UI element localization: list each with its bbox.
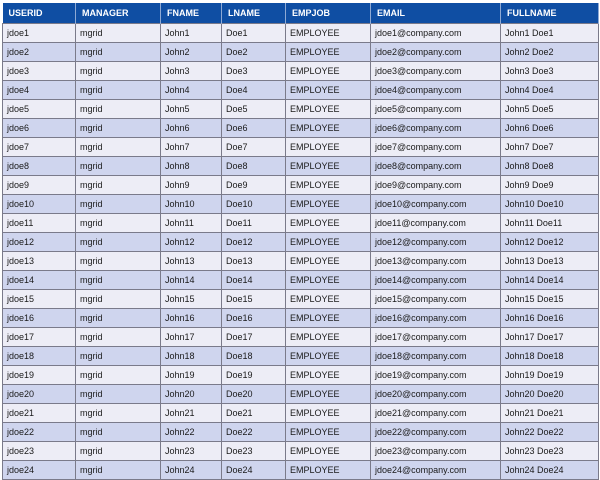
column-header-empjob[interactable]: EMPJOB bbox=[286, 3, 371, 24]
cell-manager[interactable]: mgrid bbox=[76, 24, 161, 43]
cell-empjob[interactable]: EMPLOYEE bbox=[286, 328, 371, 347]
cell-empjob[interactable]: EMPLOYEE bbox=[286, 290, 371, 309]
cell-manager[interactable]: mgrid bbox=[76, 176, 161, 195]
cell-fname[interactable]: John16 bbox=[161, 309, 222, 328]
cell-empjob[interactable]: EMPLOYEE bbox=[286, 43, 371, 62]
cell-userid[interactable]: jdoe16 bbox=[3, 309, 76, 328]
table-body bbox=[3, 24, 599, 480]
table-row[interactable] bbox=[3, 290, 599, 309]
cell-fname[interactable]: John18 bbox=[161, 347, 222, 366]
cell-fullname[interactable]: John11 Doe11 bbox=[501, 214, 599, 233]
cell-empjob[interactable]: EMPLOYEE bbox=[286, 119, 371, 138]
cell-email[interactable]: jdoe11@company.com bbox=[371, 214, 501, 233]
table-row[interactable] bbox=[3, 138, 599, 157]
cell-userid[interactable]: jdoe9 bbox=[3, 176, 76, 195]
cell-fullname[interactable]: John15 Doe15 bbox=[501, 290, 599, 309]
cell-email[interactable]: jdoe9@company.com bbox=[371, 176, 501, 195]
cell-empjob[interactable]: EMPLOYEE bbox=[286, 81, 371, 100]
cell-empjob[interactable]: EMPLOYEE bbox=[286, 138, 371, 157]
cell-userid[interactable]: jdoe3 bbox=[3, 62, 76, 81]
cell-fname[interactable]: John19 bbox=[161, 366, 222, 385]
cell-fullname[interactable]: John20 Doe20 bbox=[501, 385, 599, 404]
table-row[interactable] bbox=[3, 404, 599, 423]
cell-empjob[interactable]: EMPLOYEE bbox=[286, 461, 371, 480]
cell-fname[interactable]: John14 bbox=[161, 271, 222, 290]
cell-fullname[interactable]: John19 Doe19 bbox=[501, 366, 599, 385]
cell-lname[interactable]: Doe21 bbox=[222, 404, 286, 423]
cell-empjob[interactable]: EMPLOYEE bbox=[286, 309, 371, 328]
cell-userid[interactable]: jdoe2 bbox=[3, 43, 76, 62]
cell-lname[interactable]: Doe4 bbox=[222, 81, 286, 100]
table-row[interactable] bbox=[3, 24, 599, 43]
cell-empjob[interactable]: EMPLOYEE bbox=[286, 62, 371, 81]
cell-manager[interactable]: mgrid bbox=[76, 442, 161, 461]
cell-email[interactable]: jdoe21@company.com bbox=[371, 404, 501, 423]
table-row[interactable] bbox=[3, 62, 599, 81]
cell-empjob[interactable]: EMPLOYEE bbox=[286, 385, 371, 404]
cell-empjob[interactable]: EMPLOYEE bbox=[286, 252, 371, 271]
cell-fullname[interactable]: John14 Doe14 bbox=[501, 271, 599, 290]
table-row[interactable] bbox=[3, 252, 599, 271]
column-header-manager[interactable]: MANAGER bbox=[76, 3, 161, 24]
cell-lname[interactable]: Doe13 bbox=[222, 252, 286, 271]
cell-lname[interactable]: Doe18 bbox=[222, 347, 286, 366]
cell-email[interactable]: jdoe15@company.com bbox=[371, 290, 501, 309]
cell-fname[interactable]: John5 bbox=[161, 100, 222, 119]
cell-fullname[interactable]: John22 Doe22 bbox=[501, 423, 599, 442]
cell-empjob[interactable]: EMPLOYEE bbox=[286, 366, 371, 385]
cell-userid[interactable]: jdoe7 bbox=[3, 138, 76, 157]
table-row[interactable] bbox=[3, 442, 599, 461]
cell-fullname[interactable]: John13 Doe13 bbox=[501, 252, 599, 271]
cell-userid[interactable]: jdoe4 bbox=[3, 81, 76, 100]
cell-userid[interactable]: jdoe17 bbox=[3, 328, 76, 347]
cell-fullname[interactable]: John12 Doe12 bbox=[501, 233, 599, 252]
cell-fullname[interactable]: John7 Doe7 bbox=[501, 138, 599, 157]
cell-email[interactable]: jdoe12@company.com bbox=[371, 233, 501, 252]
cell-fname[interactable]: John7 bbox=[161, 138, 222, 157]
cell-fname[interactable]: John12 bbox=[161, 233, 222, 252]
cell-lname[interactable]: Doe17 bbox=[222, 328, 286, 347]
cell-lname[interactable]: Doe15 bbox=[222, 290, 286, 309]
table-row[interactable] bbox=[3, 233, 599, 252]
cell-userid[interactable]: jdoe24 bbox=[3, 461, 76, 480]
cell-email[interactable]: jdoe23@company.com bbox=[371, 442, 501, 461]
cell-lname[interactable]: Doe12 bbox=[222, 233, 286, 252]
cell-fullname[interactable]: John17 Doe17 bbox=[501, 328, 599, 347]
cell-lname[interactable]: Doe9 bbox=[222, 176, 286, 195]
cell-userid[interactable]: jdoe22 bbox=[3, 423, 76, 442]
table-row[interactable] bbox=[3, 195, 599, 214]
cell-empjob[interactable]: EMPLOYEE bbox=[286, 442, 371, 461]
cell-manager[interactable]: mgrid bbox=[76, 138, 161, 157]
cell-manager[interactable]: mgrid bbox=[76, 271, 161, 290]
column-header-lname[interactable]: LNAME bbox=[222, 3, 286, 24]
table-header bbox=[3, 3, 599, 24]
cell-fname[interactable]: John20 bbox=[161, 385, 222, 404]
cell-lname[interactable]: Doe14 bbox=[222, 271, 286, 290]
cell-userid[interactable]: jdoe23 bbox=[3, 442, 76, 461]
cell-email[interactable]: jdoe17@company.com bbox=[371, 328, 501, 347]
cell-email[interactable]: jdoe8@company.com bbox=[371, 157, 501, 176]
cell-email[interactable]: jdoe20@company.com bbox=[371, 385, 501, 404]
table-row[interactable] bbox=[3, 366, 599, 385]
cell-empjob[interactable]: EMPLOYEE bbox=[286, 271, 371, 290]
cell-manager[interactable]: mgrid bbox=[76, 328, 161, 347]
employee-table bbox=[2, 3, 599, 480]
cell-userid[interactable]: jdoe14 bbox=[3, 271, 76, 290]
table-row[interactable] bbox=[3, 309, 599, 328]
cell-manager[interactable]: mgrid bbox=[76, 214, 161, 233]
cell-email[interactable]: jdoe19@company.com bbox=[371, 366, 501, 385]
cell-lname[interactable]: Doe24 bbox=[222, 461, 286, 480]
cell-userid[interactable]: jdoe15 bbox=[3, 290, 76, 309]
cell-manager[interactable]: mgrid bbox=[76, 100, 161, 119]
cell-fullname[interactable]: John16 Doe16 bbox=[501, 309, 599, 328]
cell-email[interactable]: jdoe22@company.com bbox=[371, 423, 501, 442]
cell-userid[interactable]: jdoe5 bbox=[3, 100, 76, 119]
cell-fname[interactable]: John4 bbox=[161, 81, 222, 100]
cell-userid[interactable]: jdoe11 bbox=[3, 214, 76, 233]
header-row bbox=[3, 3, 599, 24]
cell-fullname[interactable]: John23 Doe23 bbox=[501, 442, 599, 461]
cell-userid[interactable]: jdoe12 bbox=[3, 233, 76, 252]
cell-empjob[interactable]: EMPLOYEE bbox=[286, 100, 371, 119]
cell-userid[interactable]: jdoe6 bbox=[3, 119, 76, 138]
cell-empjob[interactable]: EMPLOYEE bbox=[286, 24, 371, 43]
cell-fullname[interactable]: John3 Doe3 bbox=[501, 62, 599, 81]
cell-email[interactable]: jdoe1@company.com bbox=[371, 24, 501, 43]
cell-email[interactable]: jdoe10@company.com bbox=[371, 195, 501, 214]
column-header-fname[interactable]: FNAME bbox=[161, 3, 222, 24]
cell-empjob[interactable]: EMPLOYEE bbox=[286, 347, 371, 366]
cell-fname[interactable]: John15 bbox=[161, 290, 222, 309]
table-row[interactable] bbox=[3, 347, 599, 366]
table-row[interactable] bbox=[3, 461, 599, 480]
cell-email[interactable]: jdoe5@company.com bbox=[371, 100, 501, 119]
cell-lname[interactable]: Doe1 bbox=[222, 24, 286, 43]
cell-manager[interactable]: mgrid bbox=[76, 347, 161, 366]
cell-lname[interactable]: Doe22 bbox=[222, 423, 286, 442]
cell-lname[interactable]: Doe19 bbox=[222, 366, 286, 385]
cell-manager[interactable]: mgrid bbox=[76, 366, 161, 385]
table-row[interactable] bbox=[3, 157, 599, 176]
cell-fullname[interactable]: John1 Doe1 bbox=[501, 24, 599, 43]
cell-fname[interactable]: John13 bbox=[161, 252, 222, 271]
cell-fname[interactable]: John22 bbox=[161, 423, 222, 442]
cell-fullname[interactable]: John18 Doe18 bbox=[501, 347, 599, 366]
cell-email[interactable]: jdoe2@company.com bbox=[371, 43, 501, 62]
cell-fullname[interactable]: John5 Doe5 bbox=[501, 100, 599, 119]
table-row[interactable] bbox=[3, 423, 599, 442]
column-header-userid[interactable]: USERID bbox=[3, 3, 76, 24]
cell-manager[interactable]: mgrid bbox=[76, 252, 161, 271]
cell-fname[interactable]: John9 bbox=[161, 176, 222, 195]
cell-empjob[interactable]: EMPLOYEE bbox=[286, 214, 371, 233]
employee-table-container bbox=[2, 3, 598, 480]
cell-userid[interactable]: jdoe1 bbox=[3, 24, 76, 43]
cell-lname[interactable]: Doe2 bbox=[222, 43, 286, 62]
cell-fname[interactable]: John3 bbox=[161, 62, 222, 81]
cell-lname[interactable]: Doe10 bbox=[222, 195, 286, 214]
cell-userid[interactable]: jdoe20 bbox=[3, 385, 76, 404]
table-row[interactable] bbox=[3, 100, 599, 119]
cell-fname[interactable]: John10 bbox=[161, 195, 222, 214]
cell-userid[interactable]: jdoe18 bbox=[3, 347, 76, 366]
table-row[interactable] bbox=[3, 43, 599, 62]
cell-fname[interactable]: John23 bbox=[161, 442, 222, 461]
cell-manager[interactable]: mgrid bbox=[76, 309, 161, 328]
cell-empjob[interactable]: EMPLOYEE bbox=[286, 176, 371, 195]
cell-lname[interactable]: Doe5 bbox=[222, 100, 286, 119]
cell-fullname[interactable]: John6 Doe6 bbox=[501, 119, 599, 138]
cell-email[interactable]: jdoe4@company.com bbox=[371, 81, 501, 100]
cell-email[interactable]: jdoe13@company.com bbox=[371, 252, 501, 271]
cell-lname[interactable]: Doe7 bbox=[222, 138, 286, 157]
cell-manager[interactable]: mgrid bbox=[76, 290, 161, 309]
cell-userid[interactable]: jdoe8 bbox=[3, 157, 76, 176]
cell-fullname[interactable]: John2 Doe2 bbox=[501, 43, 599, 62]
cell-email[interactable]: jdoe16@company.com bbox=[371, 309, 501, 328]
cell-fname[interactable]: John2 bbox=[161, 43, 222, 62]
column-header-email[interactable]: EMAIL bbox=[371, 3, 501, 24]
table-row[interactable] bbox=[3, 81, 599, 100]
cell-fullname[interactable]: John21 Doe21 bbox=[501, 404, 599, 423]
table-row[interactable] bbox=[3, 271, 599, 290]
cell-lname[interactable]: Doe16 bbox=[222, 309, 286, 328]
cell-lname[interactable]: Doe20 bbox=[222, 385, 286, 404]
cell-fname[interactable]: John6 bbox=[161, 119, 222, 138]
cell-manager[interactable]: mgrid bbox=[76, 43, 161, 62]
column-header-fullname[interactable]: FULLNAME bbox=[501, 3, 599, 24]
cell-manager[interactable]: mgrid bbox=[76, 119, 161, 138]
cell-email[interactable]: jdoe24@company.com bbox=[371, 461, 501, 480]
cell-lname[interactable]: Doe11 bbox=[222, 214, 286, 233]
cell-manager[interactable]: mgrid bbox=[76, 385, 161, 404]
cell-manager[interactable]: mgrid bbox=[76, 461, 161, 480]
cell-lname[interactable]: Doe3 bbox=[222, 62, 286, 81]
table-row[interactable] bbox=[3, 119, 599, 138]
cell-userid[interactable]: jdoe21 bbox=[3, 404, 76, 423]
cell-fullname[interactable]: John24 Doe24 bbox=[501, 461, 599, 480]
cell-email[interactable]: jdoe14@company.com bbox=[371, 271, 501, 290]
cell-fname[interactable]: John24 bbox=[161, 461, 222, 480]
cell-fname[interactable]: John11 bbox=[161, 214, 222, 233]
cell-lname[interactable]: Doe23 bbox=[222, 442, 286, 461]
cell-empjob[interactable]: EMPLOYEE bbox=[286, 157, 371, 176]
table-row[interactable] bbox=[3, 176, 599, 195]
cell-userid[interactable]: jdoe19 bbox=[3, 366, 76, 385]
cell-email[interactable]: jdoe18@company.com bbox=[371, 347, 501, 366]
cell-fullname[interactable]: John4 Doe4 bbox=[501, 81, 599, 100]
cell-fullname[interactable]: John9 Doe9 bbox=[501, 176, 599, 195]
cell-manager[interactable]: mgrid bbox=[76, 81, 161, 100]
cell-email[interactable]: jdoe6@company.com bbox=[371, 119, 501, 138]
cell-manager[interactable]: mgrid bbox=[76, 195, 161, 214]
cell-fname[interactable]: John21 bbox=[161, 404, 222, 423]
cell-fullname[interactable]: John8 Doe8 bbox=[501, 157, 599, 176]
cell-lname[interactable]: Doe8 bbox=[222, 157, 286, 176]
cell-fullname[interactable]: John10 Doe10 bbox=[501, 195, 599, 214]
cell-empjob[interactable]: EMPLOYEE bbox=[286, 423, 371, 442]
cell-empjob[interactable]: EMPLOYEE bbox=[286, 233, 371, 252]
cell-fname[interactable]: John8 bbox=[161, 157, 222, 176]
cell-manager[interactable]: mgrid bbox=[76, 157, 161, 176]
table-row[interactable] bbox=[3, 214, 599, 233]
cell-manager[interactable]: mgrid bbox=[76, 404, 161, 423]
cell-lname[interactable]: Doe6 bbox=[222, 119, 286, 138]
cell-email[interactable]: jdoe7@company.com bbox=[371, 138, 501, 157]
cell-userid[interactable]: jdoe13 bbox=[3, 252, 76, 271]
cell-fname[interactable]: John17 bbox=[161, 328, 222, 347]
cell-empjob[interactable]: EMPLOYEE bbox=[286, 404, 371, 423]
cell-email[interactable]: jdoe3@company.com bbox=[371, 62, 501, 81]
table-row[interactable] bbox=[3, 385, 599, 404]
cell-manager[interactable]: mgrid bbox=[76, 62, 161, 81]
table-row[interactable] bbox=[3, 328, 599, 347]
cell-empjob[interactable]: EMPLOYEE bbox=[286, 195, 371, 214]
cell-manager[interactable]: mgrid bbox=[76, 423, 161, 442]
cell-fname[interactable]: John1 bbox=[161, 24, 222, 43]
cell-manager[interactable]: mgrid bbox=[76, 233, 161, 252]
cell-userid[interactable]: jdoe10 bbox=[3, 195, 76, 214]
